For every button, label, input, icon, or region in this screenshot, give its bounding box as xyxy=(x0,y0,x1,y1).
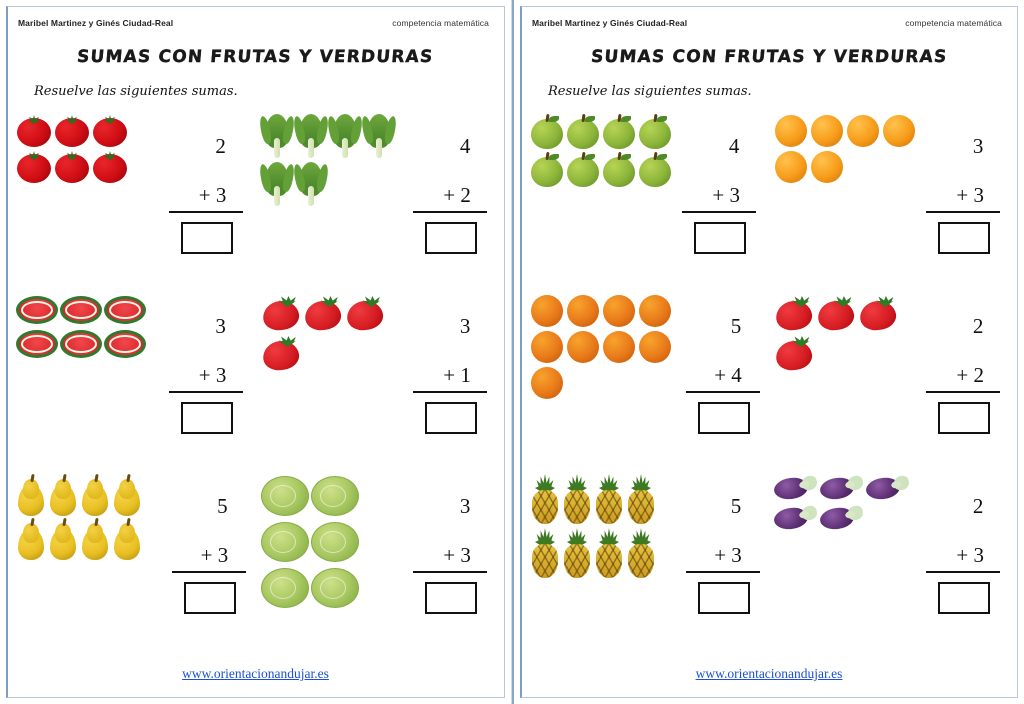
header-authors: Maribel Martinez y Ginés Ciudad-Real xyxy=(532,18,688,28)
tomato-icon xyxy=(92,114,128,148)
problem-row xyxy=(12,288,501,468)
problem-cell xyxy=(770,468,1014,648)
pineapple-icon xyxy=(562,474,592,526)
strawberry-icon xyxy=(345,294,385,332)
page-header xyxy=(0,18,511,28)
problem-cell xyxy=(526,468,770,648)
problem-cell xyxy=(12,108,257,288)
icon-group-eggplant xyxy=(770,468,920,532)
cabbage-icon xyxy=(261,566,309,610)
sum-problem xyxy=(680,468,770,614)
green-apple-icon xyxy=(530,114,564,150)
strawberry-icon xyxy=(303,294,343,332)
icon-group-strawberry xyxy=(770,288,920,372)
watermelon-icon xyxy=(60,328,102,360)
problem-cell xyxy=(257,108,502,288)
orange-icon xyxy=(774,114,808,148)
addend-1: 3 xyxy=(459,494,471,518)
tomato-icon xyxy=(54,114,90,148)
clementine-icon xyxy=(602,330,636,364)
clementine-icon xyxy=(566,330,600,364)
tomato-icon xyxy=(92,150,128,184)
instructions: Resuelve las siguientes sumas. xyxy=(548,84,752,99)
strawberry-icon xyxy=(261,294,301,332)
worksheet-page-right xyxy=(512,0,1024,704)
tomato-icon xyxy=(16,114,52,148)
clementine-icon xyxy=(638,330,672,364)
addend-2: + 3 xyxy=(200,543,229,567)
orange-icon xyxy=(810,114,844,148)
clementine-icon xyxy=(638,294,672,328)
green-apple-icon xyxy=(602,114,636,150)
clementine-icon xyxy=(530,366,564,400)
addend-2: + 3 xyxy=(443,543,471,567)
sum-problem xyxy=(407,468,501,614)
eggplant-icon xyxy=(774,504,818,532)
icon-group-pear xyxy=(12,468,166,560)
orange-icon xyxy=(882,114,916,148)
sum-problem xyxy=(163,108,257,254)
sum-line xyxy=(926,391,1000,393)
answer-box[interactable] xyxy=(181,402,233,434)
problem-cell xyxy=(12,288,257,468)
icon-group-strawberry xyxy=(257,288,408,372)
header-subject: competencia matemática xyxy=(392,18,489,28)
answer-box[interactable] xyxy=(181,222,233,254)
cabbage-icon xyxy=(311,474,359,518)
lettuce-icon xyxy=(295,162,327,208)
problem-row xyxy=(526,468,1014,648)
problem-cell xyxy=(257,468,502,648)
sum-line xyxy=(926,571,1000,573)
addend-1: 3 xyxy=(459,314,471,338)
addend-2: + 3 xyxy=(712,183,740,207)
tomato-icon xyxy=(16,150,52,184)
eggplant-icon xyxy=(774,474,818,502)
sum-line xyxy=(169,211,243,213)
strawberry-icon xyxy=(261,334,301,372)
sum-problem xyxy=(166,468,256,614)
sum-problem xyxy=(407,108,501,254)
addend-1: 5 xyxy=(730,314,742,338)
lettuce-icon xyxy=(261,114,293,160)
clementine-icon xyxy=(530,330,564,364)
cabbage-icon xyxy=(261,520,309,564)
addend-2: + 3 xyxy=(956,183,984,207)
pear-icon xyxy=(16,474,46,516)
addend-1: 5 xyxy=(730,494,742,518)
addend-2: + 3 xyxy=(956,543,984,567)
answer-box[interactable] xyxy=(425,222,477,254)
problem-row xyxy=(12,468,501,648)
sum-line xyxy=(413,571,487,573)
pineapple-icon xyxy=(594,474,624,526)
sum-problem xyxy=(680,288,770,434)
sum-problem xyxy=(920,108,1014,254)
addend-1: 4 xyxy=(459,134,471,158)
green-apple-icon xyxy=(566,152,600,188)
sum-problem xyxy=(920,288,1014,434)
addend-2: + 1 xyxy=(443,363,471,387)
clementine-icon xyxy=(530,294,564,328)
answer-box[interactable] xyxy=(938,402,990,434)
icon-group-green-apple xyxy=(526,108,676,188)
pineapple-icon xyxy=(530,474,560,526)
icon-group-clementine xyxy=(526,288,680,400)
page-title: SUMAS CON FRUTAS Y VERDURAS xyxy=(76,47,435,67)
lettuce-icon xyxy=(261,162,293,208)
addend-1: 3 xyxy=(215,314,226,338)
header-subject: competencia matemática xyxy=(905,18,1002,28)
sum-line xyxy=(682,211,756,213)
watermelon-icon xyxy=(104,328,146,360)
sum-line xyxy=(413,211,487,213)
clementine-icon xyxy=(566,294,600,328)
icon-group-orange xyxy=(770,108,920,184)
tomato-icon xyxy=(54,150,90,184)
answer-box[interactable] xyxy=(184,582,236,614)
problem-cell xyxy=(12,468,257,648)
addend-1: 4 xyxy=(728,134,740,158)
problem-cell xyxy=(257,288,502,468)
green-apple-icon xyxy=(566,114,600,150)
icon-group-watermelon xyxy=(12,288,163,360)
problem-row xyxy=(12,108,501,288)
sum-line xyxy=(172,571,246,573)
pineapple-icon xyxy=(530,528,560,580)
footer-url-right[interactable]: www.orientacionandujar.es xyxy=(695,666,843,681)
answer-box[interactable] xyxy=(425,582,477,614)
sum-problem xyxy=(163,288,257,434)
pineapple-icon xyxy=(562,528,592,580)
addend-2: + 2 xyxy=(443,183,471,207)
green-apple-icon xyxy=(602,152,636,188)
pineapple-icon xyxy=(594,528,624,580)
page-title: SUMAS CON FRUTAS Y VERDURAS xyxy=(589,47,949,67)
addend-2: + 3 xyxy=(198,183,227,207)
lettuce-icon xyxy=(295,114,327,160)
header-authors: Maribel Martinez y Ginés Ciudad-Real xyxy=(18,18,174,28)
cabbage-icon xyxy=(311,566,359,610)
answer-box[interactable] xyxy=(698,402,750,434)
answer-box[interactable] xyxy=(938,222,990,254)
pear-icon xyxy=(16,518,46,560)
cabbage-icon xyxy=(311,520,359,564)
addend-1: 2 xyxy=(972,314,984,338)
pear-icon xyxy=(80,518,110,560)
problem-row xyxy=(526,288,1014,468)
orange-icon xyxy=(810,150,844,184)
addend-2: + 3 xyxy=(714,543,742,567)
problem-grid xyxy=(526,108,1014,644)
problem-row xyxy=(526,108,1014,288)
eggplant-icon xyxy=(820,504,864,532)
addend-2: + 2 xyxy=(956,363,984,387)
icon-group-tomato xyxy=(12,108,163,184)
answer-box[interactable] xyxy=(694,222,746,254)
answer-box[interactable] xyxy=(425,402,477,434)
green-apple-icon xyxy=(530,152,564,188)
eggplant-icon xyxy=(820,474,864,502)
watermelon-icon xyxy=(104,294,146,326)
addend-1: 2 xyxy=(215,134,226,158)
addend-2: + 4 xyxy=(714,363,742,387)
cabbage-icon xyxy=(261,474,309,518)
problem-cell xyxy=(770,108,1014,288)
sum-problem xyxy=(407,288,501,434)
sum-line xyxy=(686,571,760,573)
icon-group-pineapple xyxy=(526,468,680,580)
problem-cell xyxy=(526,288,770,468)
sum-line xyxy=(169,391,243,393)
sum-problem xyxy=(920,468,1014,614)
problem-cell xyxy=(770,288,1014,468)
problem-cell xyxy=(526,108,770,288)
pear-icon xyxy=(80,474,110,516)
orange-icon xyxy=(846,114,880,148)
orange-icon xyxy=(774,150,808,184)
strawberry-icon xyxy=(774,334,814,372)
addend-1: 5 xyxy=(217,494,228,518)
icon-group-lettuce xyxy=(257,108,408,208)
pineapple-icon xyxy=(626,528,656,580)
green-apple-icon xyxy=(638,152,672,188)
strawberry-icon xyxy=(858,294,898,332)
addend-1: 3 xyxy=(972,134,984,158)
strawberry-icon xyxy=(774,294,814,332)
footer-url-left[interactable]: www.orientacionandujar.es xyxy=(182,666,329,681)
page-header xyxy=(514,18,1024,28)
clementine-icon xyxy=(602,294,636,328)
pear-icon xyxy=(48,474,78,516)
lettuce-icon xyxy=(363,114,395,160)
pear-icon xyxy=(48,518,78,560)
eggplant-icon xyxy=(866,474,910,502)
sum-line xyxy=(926,211,1000,213)
pear-icon xyxy=(112,518,142,560)
sum-line xyxy=(686,391,760,393)
answer-box[interactable] xyxy=(938,582,990,614)
lettuce-icon xyxy=(329,114,361,160)
sum-problem xyxy=(676,108,770,254)
instructions: Resuelve las siguientes sumas. xyxy=(34,84,238,99)
answer-box[interactable] xyxy=(698,582,750,614)
pineapple-icon xyxy=(626,474,656,526)
green-apple-icon xyxy=(638,114,672,150)
pear-icon xyxy=(112,474,142,516)
addend-1: 2 xyxy=(972,494,984,518)
icon-group-cabbage xyxy=(257,468,408,610)
strawberry-icon xyxy=(816,294,856,332)
watermelon-icon xyxy=(60,294,102,326)
watermelon-icon xyxy=(16,294,58,326)
problem-grid xyxy=(12,108,501,644)
sum-line xyxy=(413,391,487,393)
watermelon-icon xyxy=(16,328,58,360)
addend-2: + 3 xyxy=(198,363,227,387)
